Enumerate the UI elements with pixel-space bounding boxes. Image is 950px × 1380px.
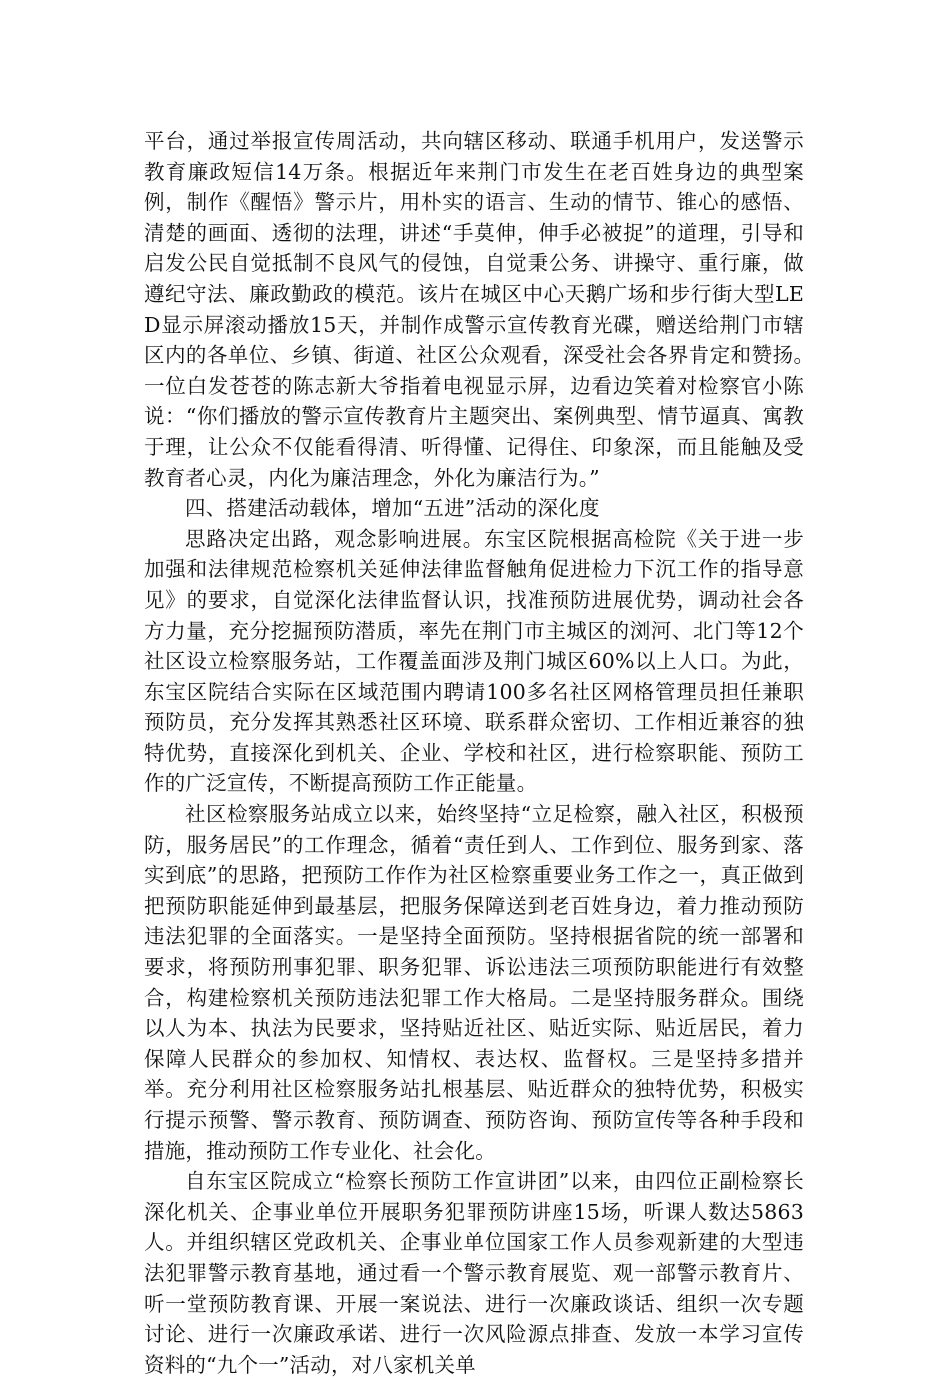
paragraph-1: 平台，通过举报宣传周活动，共向辖区移动、联通手机用户，发送警示教育廉政短信14万条。根据近年来荆门市发生在老百姓身边的典型案例，制作《醒悟》警示片，用朴实的语言、生动的情节、锥心的感悟、清楚的画面、透彻的法理，讲述“手莫伸，伸手必被捉”的道理，引导和启发公民自觉抵制不良风气的侵蚀，自觉秉公务、讲操守、重行廉，做遵纪守法、廉政勤政的模范。该片在城区中心天鹅广场和步行街大型LED显示屏滚动播放15天，并制作成警示宣传教育光碟，赠送给荆门市辖区内的各单位、乡镇、街道、社区公众观看，深受社会各界肯定和赞扬。 一位白发苍苍的陈志新大爷指着电视显示屏，边看边笑着对检察官小陈说：“你们播放的警示宣传教育片主题突出、案例典型、情节逼真、寓教于理，让公众不仅能看得清、听得懂、记得住、印象深，而且能触及受教育者心灵，内化为廉洁理念，外化为廉洁行为。” (144, 129, 846, 490)
paragraph-4: 自东宝区院成立“检察长预防工作宣讲团”以来，由四位正副检察长深化机关、企事业单位开展职务犯罪预防讲座15场，听课人数达5863人。并组织辖区党政机关、企事业单位国家工作人员参观新建的大型违法犯罪警示教育基地，通过看一个警示教育展览、观一部警示教育片、听一堂预防教育课、开展一案说法、进行一次廉政谈话、组织一次专题讨论、进行一次廉政承诺、进行一次风险源点排查、发放一本学习宣传资料的“九个一”活动，对八家机关单 (144, 1169, 804, 1377)
paragraph-3: 社区检察服务站成立以来，始终坚持“立足检察，融入社区，积极预防，服务居民”的工作理念，循着“责任到人、工作到位、服务到家、落实到底”的思路，把预防工作作为社区检察重要业务工作之一，真正做到把预防职能延伸到最基层，把服务保障送到老百姓身边，着力推动预防违法犯罪的全面落实。一是坚持全面预防。坚持根据省院的统一部署和要求，将预防刑事犯罪、职务犯罪、诉讼违法三项预防职能进行有效整合，构建检察机关预防违法犯罪工作大格局。二是坚持服务群众。围绕以人为本、执法为民要求，坚持贴近社区、贴近实际、贴近居民，着力保障人民群众的参加权、知情权、表达权、监督权。三是坚持多措并举。充分利用社区检察服务站扎根基层、贴近群众的独特优势，积极实行提示预警、警示教育、预防调查、预防咨询、预防宣传等各种手段和措施，推动预防工作专业化、社会化。 (144, 802, 804, 1163)
paragraph-2: 思路决定出路，观念影响进展。东宝区院根据高检院《关于进一步加强和法律规范检察机关延伸法律监督触角促进检力下沉工作的指导意见》的要求，自觉深化法律监督认识，找准预防进展优势，调动社会各方力量，充分挖掘预防潜质，率先在荆门市主城区的浏河、北门等12个社区设立检察服务站，工作覆盖面涉及荆门城区60%以上人口。为此，东宝区院结合实际在区域范围内聘请100多名社区网格管理员担任兼职预防员，充分发挥其熟悉社区环境、联系群众密切、工作相近兼容的独特优势，直接深化到机关、企业、学校和社区，进行检察职能、预防工作的广泛宣传，不断提高预防工作正能量。 (144, 526, 804, 796)
document-body (144, 126, 846, 1380)
section-heading: 四、搭建活动载体，增加“五进”活动的深化度 (185, 496, 600, 521)
